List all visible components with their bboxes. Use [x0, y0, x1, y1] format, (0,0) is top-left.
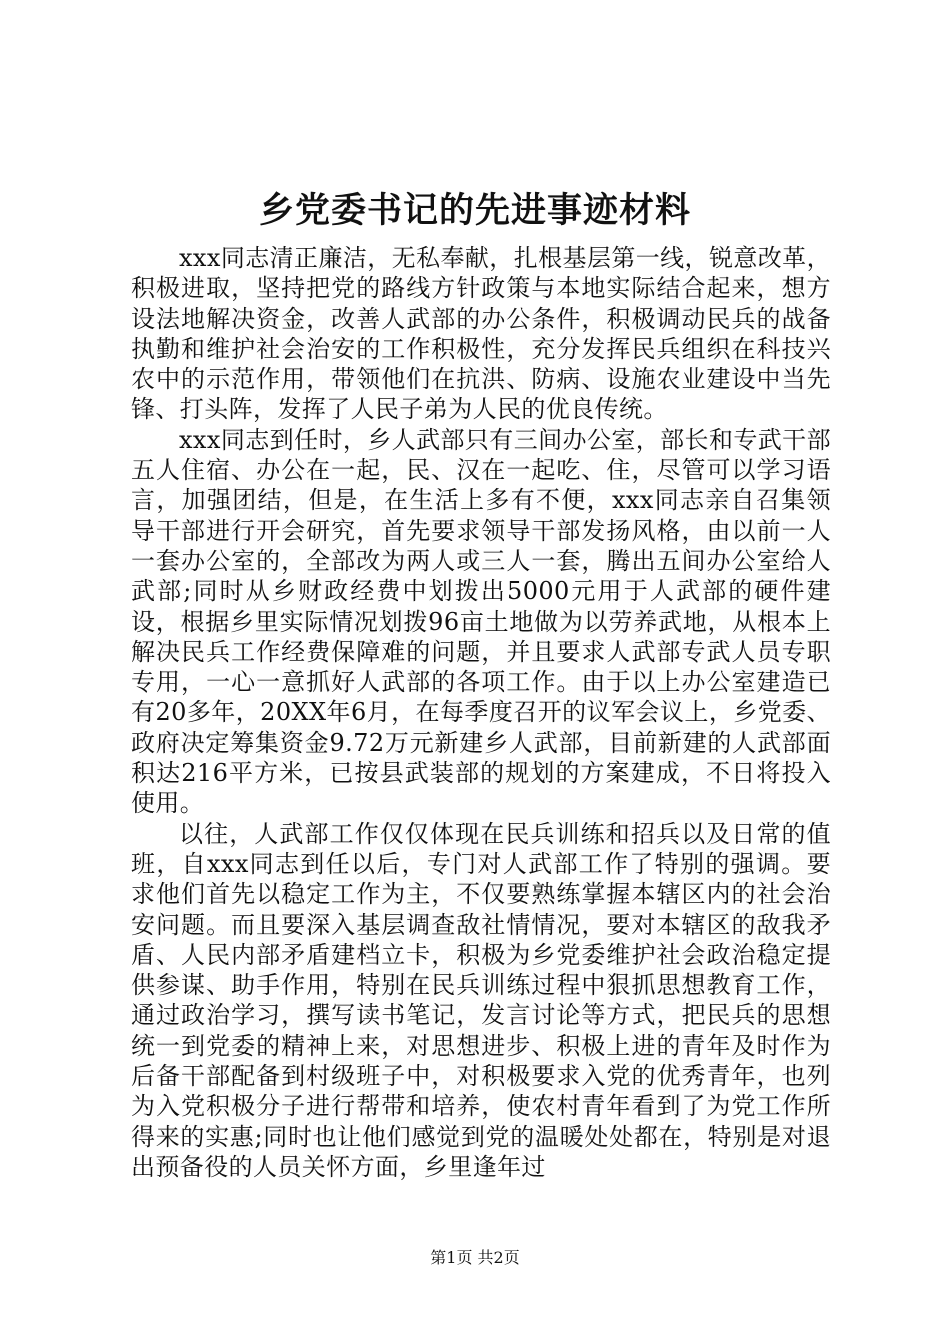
- paragraph-3: 以往，人武部工作仅仅体现在民兵训练和招兵以及日常的值班，自xxx同志到任以后，专门对人武部工作了特别的强调。要求他们首先以稳定工作为主，不仅要熟练掌握本辖区内的社会治安问题。而且要深入基层调查敌社情情况，要对本辖区的敌我矛盾、人民内部矛盾建档立卡，积极为乡党委维护社会政治稳定提供参谋、助手作用，特别在民兵训练过程中狠抓思想教育工作，通过政治学习，撰写读书笔记，发言讨论等方式，把民兵的思想统一到党委的精神上来，对思想进步、积极上进的青年及时作为后备干部配备到村级班子中，对积极要求入党的优秀青年，也列为入党积极分子进行帮带和培养，使农村青年看到了为党工作所得来的实惠;同时也让他们感觉到党的温暖处处都在，特别是对退出预备役的人员关怀方面，乡里逢年过: [131, 819, 831, 1181]
- page-number-footer: 第1页 共2页: [430, 1248, 520, 1267]
- document-title: 乡党委书记的先进事迹材料: [258, 190, 691, 231]
- document-body: [131, 243, 831, 1182]
- paragraph-1: xxx同志清正廉洁，无私奉献，扎根基层第一线，锐意改革，积极进取，坚持把党的路线方针政策与本地实际结合起来，想方设法地解决资金，改善人武部的办公条件，积极调动民兵的战备执勤和维护社会治安的工作积极性，充分发挥民兵组织在科技兴农中的示范作用，带领他们在抗洪、防病、设施农业建设中当先锋、打头阵，发挥了人民子弟为人民的优良传统。: [131, 244, 831, 424]
- paragraph-2: xxx同志到任时，乡人武部只有三间办公室，部长和专武干部五人住宿、办公在一起，民、汉在一起吃、住，尽管可以学习语言，加强团结，但是，在生活上多有不便，xxx同志亲自召集领导干部进行开会研究，首先要求领导干部发扬风格，由以前一人一套办公室的，全部改为两人或三人一套，腾出五间办公室给人武部;同时从乡财政经费中划拨出5000元用于人武部的硬件建设，根据乡里实际情况划拨96亩土地做为以劳养武地，从根本上解决民兵工作经费保障难的问题，并且要求人武部专武人员专职专用，一心一意抓好人武部的各项工作。由于以上办公室建造已有20多年，20XX年6月，在每季度召开的议军会议上，乡党委、政府决定筹集资金9.72万元新建乡人武部，目前新建的人武部面积达216平方米，已按县武装部的规划的方案建成，不日将投入使用。: [131, 425, 831, 818]
